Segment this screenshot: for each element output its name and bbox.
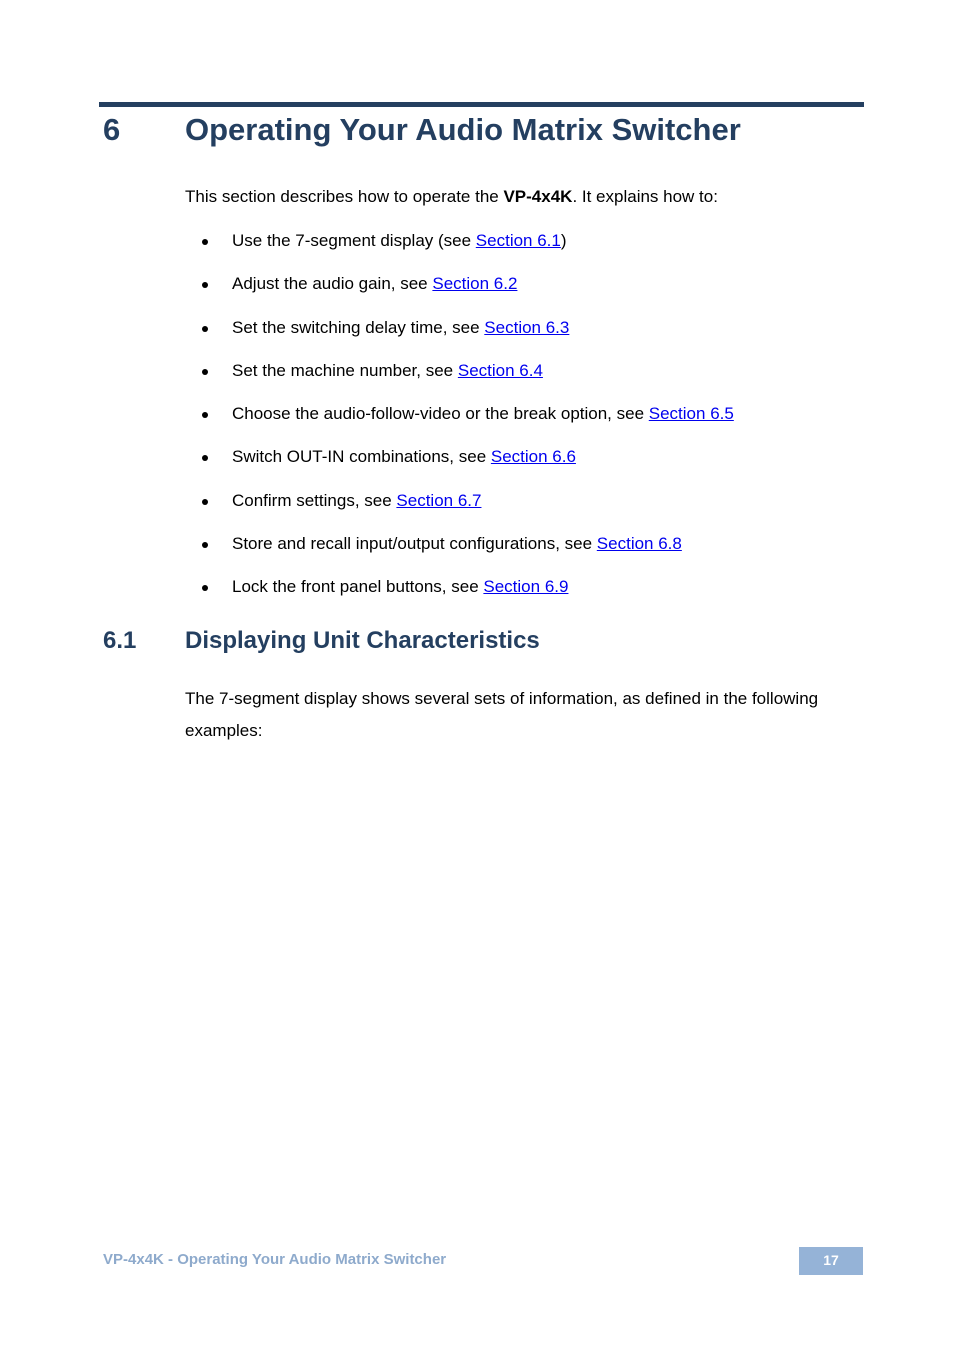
bullet-dot bbox=[202, 239, 208, 245]
list-item-text: Store and recall input/output configurations, see Section 6.8 bbox=[232, 534, 682, 554]
section-link[interactable]: Section 6.1 bbox=[475, 231, 561, 250]
bullet-dot bbox=[202, 499, 208, 505]
section-link[interactable]: Section 6.6 bbox=[490, 447, 576, 467]
list-item-text: Confirm settings, see Section 6.7 bbox=[232, 490, 482, 510]
section-link[interactable]: Section 6.5 bbox=[648, 404, 734, 424]
bullet-dot bbox=[202, 455, 208, 461]
page-number: 17 bbox=[799, 1247, 863, 1275]
list-item bbox=[185, 360, 865, 403]
bullet-dot bbox=[202, 326, 208, 332]
section-link[interactable]: Section 6.7 bbox=[396, 490, 482, 510]
section-body: The 7-segment display shows several sets of information, as defined in the following examples: bbox=[185, 689, 819, 740]
section-link[interactable]: Section 6.2 bbox=[432, 274, 518, 294]
list-item-text: Set the machine number, see Section 6.4 bbox=[232, 360, 543, 380]
section-link[interactable]: Section 6.8 bbox=[596, 534, 682, 554]
bullet-dot bbox=[202, 585, 208, 591]
list-item bbox=[185, 230, 865, 273]
bullet-dot bbox=[202, 412, 208, 418]
section-link[interactable]: Section 6.3 bbox=[484, 317, 570, 337]
section-number: 6.1 bbox=[103, 627, 137, 654]
section-title: Displaying Unit Characteristics bbox=[185, 627, 540, 654]
list-item bbox=[185, 533, 865, 576]
intro-suffix: . It explains how to: bbox=[572, 187, 718, 206]
list-item-text: Adjust the audio gain, see Section 6.2 bbox=[232, 274, 518, 294]
section-heading bbox=[103, 624, 863, 658]
intro-prefix: This section describes how to operate the bbox=[185, 187, 504, 206]
list-item bbox=[185, 317, 865, 360]
how-to-list bbox=[185, 230, 865, 620]
list-item-text: Lock the front panel buttons, see Section 6.9 bbox=[232, 577, 569, 597]
bullet-dot bbox=[202, 542, 208, 548]
product-name: VP-4x4K bbox=[503, 187, 573, 206]
list-item bbox=[185, 576, 865, 619]
section-link[interactable]: Section 6.4 bbox=[457, 360, 543, 380]
chapter-heading bbox=[103, 108, 863, 152]
list-item bbox=[185, 403, 865, 446]
bullet-dot bbox=[202, 369, 208, 375]
intro-paragraph bbox=[185, 186, 718, 208]
bullet-dot bbox=[202, 282, 208, 288]
chapter-top-rule bbox=[99, 102, 864, 107]
list-item-text: Set the switching delay time, see Section 6.3 bbox=[232, 317, 570, 337]
list-item-text: Use the 7-segment display (see Section 6.1) bbox=[232, 231, 567, 250]
list-item bbox=[185, 490, 865, 533]
list-item-text: Choose the audio-follow-video or the break option, see Section 6.5 bbox=[232, 404, 734, 424]
chapter-number: 6 bbox=[103, 112, 121, 147]
footer-title: VP-4x4K - Operating Your Audio Matrix Switcher bbox=[103, 1251, 447, 1268]
chapter-title: Operating Your Audio Matrix Switcher bbox=[185, 112, 741, 147]
list-item-text: Switch OUT-IN combinations, see Section 6.6 bbox=[232, 447, 576, 467]
section-link[interactable]: Section 6.9 bbox=[483, 577, 569, 597]
list-item bbox=[185, 446, 865, 489]
list-item bbox=[185, 273, 865, 316]
